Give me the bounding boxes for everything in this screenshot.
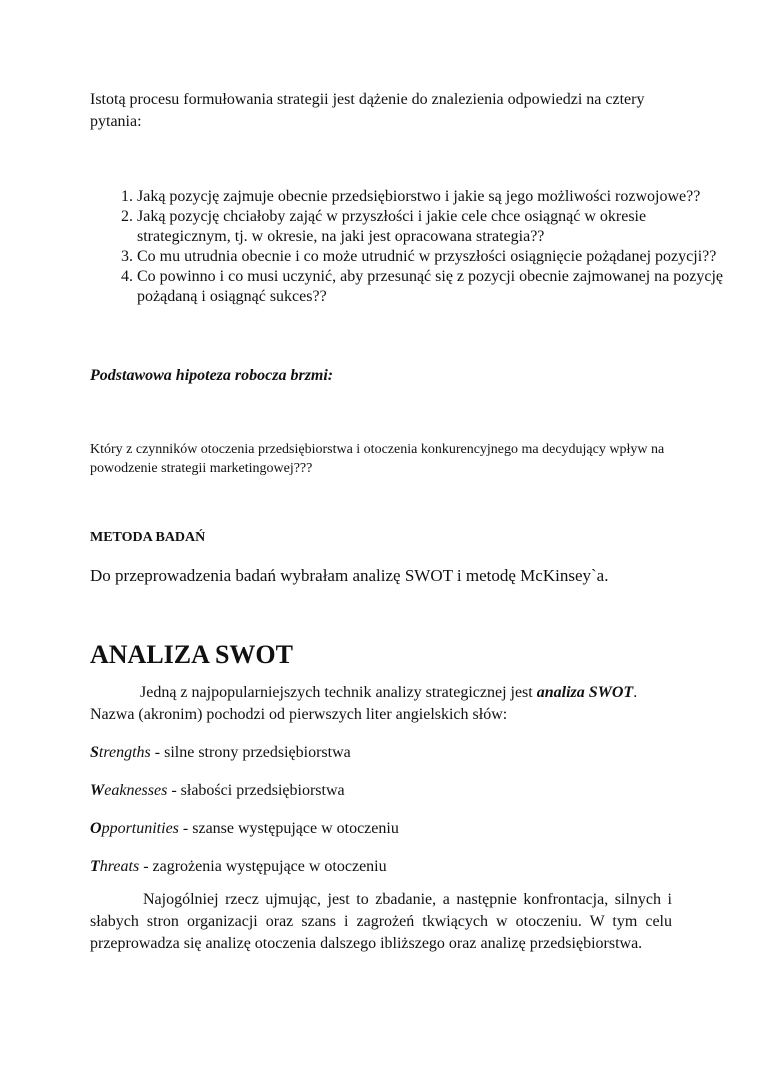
questions-list [90, 187, 727, 307]
swot-conclusion-paragraph [90, 889, 672, 955]
list-item: 2. Jaką pozycję chciałoby zająć w przyszłości i jakie cele chce osiągnąć w okresie strategicznym, tj. w okresie, na jaki jest opracowana strategia?? [137, 207, 727, 247]
swot-item-word: eaknesses [104, 782, 168, 799]
swot-intro-emphasis: analiza SWOT [536, 684, 634, 701]
swot-item-letter: T [90, 858, 100, 875]
swot-item-threats [90, 856, 387, 878]
swot-item-letter: W [90, 782, 105, 799]
swot-item-letter: S [90, 744, 99, 761]
swot-item-desc: - szanse występujące w otoczeniu [178, 820, 399, 837]
list-item: 4. Co powinno i co musi uczynić, aby przesunąć się z pozycji obecnie zajmowanej na pozycję pożądaną i osiągnąć sukces?? [137, 267, 727, 307]
swot-intro-text: Jedną z najpopularniejszych technik analizy strategicznej jest [140, 684, 537, 701]
swot-item-letter: O [90, 820, 102, 837]
swot-item-word: hreats [99, 858, 140, 875]
swot-item-desc: - zagrożenia występujące w otoczeniu [139, 858, 387, 875]
list-item: 3. Co mu utrudnia obecnie i co może utrudnić w przyszłości osiągnięcie pożądanej pozycji?? [137, 247, 727, 267]
hypothesis-heading: Podstawowa hipoteza robocza brzmi: [90, 367, 334, 384]
swot-item-weaknesses [90, 780, 345, 802]
swot-item-word: trengths [98, 744, 151, 761]
swot-title: ANALIZA SWOT [90, 640, 293, 669]
swot-item-desc: - słabości przedsiębiorstwa [167, 782, 345, 799]
swot-item-opportunities [90, 818, 399, 840]
swot-intro-paragraph [90, 682, 670, 726]
swot-item-strengths [90, 742, 351, 764]
swot-item-desc: - silne strony przedsiębiorstwa [150, 744, 351, 761]
intro-paragraph: Istotą procesu formułowania strategii jest dążenie do znalezienia odpowiedzi na cztery pytania: [90, 91, 645, 130]
method-text: Do przeprowadzenia badań wybrałam analizę SWOT i metodę McKinsey`a. [90, 566, 609, 585]
list-item: 1. Jaką pozycję zajmuje obecnie przedsiębiorstwo i jakie są jego możliwości rozwojowe?? [137, 187, 727, 207]
swot-item-word: pportunities [101, 820, 179, 837]
swot-conclusion-text: Najogólniej rzecz ujmując, jest to zbadanie, a następnie konfrontacja, silnych i słabych stron organizacji oraz szans i zagrożeń tkwiących w otoczeniu. W tym celu przeprowadza się analizę otoczenia dalszego ibliższego oraz analizę przedsiębiorstwa. [90, 891, 672, 952]
method-heading: METODA BADAŃ [90, 530, 206, 545]
swot-intro-tail: . Nazwa (akronim) pochodzi od pierwszych liter angielskich słów: [90, 684, 638, 723]
hypothesis-question: Który z czynników otoczenia przedsiębiorstwa i otoczenia konkurencyjnego ma decydujący wpływ na powodzenie strategii marketingowej??? [90, 442, 665, 476]
